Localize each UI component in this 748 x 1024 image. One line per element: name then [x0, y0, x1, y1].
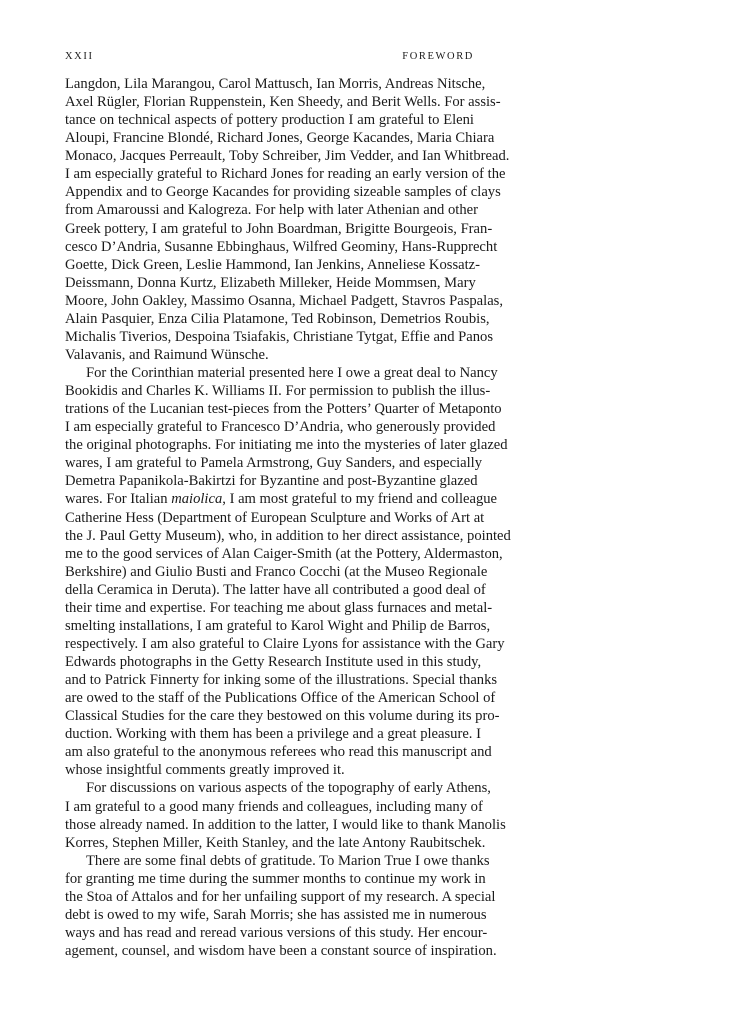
text-line: for granting me time during the summer months to continue my work in [65, 870, 486, 887]
text-line: those already named. In addition to the latter, I would like to thank Manolis [65, 816, 506, 833]
text-line: Axel Rügler, Florian Ruppenstein, Ken Sheedy, and Berit Wells. For assis- [65, 94, 501, 111]
text-line: the Stoa of Attalos and for her unfailing support of my research. A special [65, 888, 496, 905]
text-line: ways and has read and reread various versions of this study. Her encour- [65, 924, 488, 941]
text-line: trations of the Lucanian test-pieces from the Potters’ Quarter of Metaponto [65, 401, 502, 418]
text-line: are owed to the staff of the Publications Office of the American School of [65, 690, 496, 707]
text-line: Valavanis, and Raimund Wünsche. [65, 346, 269, 363]
text-line: I am especially grateful to Richard Jones for reading an early version of the [65, 166, 506, 183]
text-line: Moore, John Oakley, Massimo Osanna, Michael Padgett, Stavros Paspalas, [65, 292, 504, 309]
text-line: Edwards photographs in the Getty Research Institute used in this study, [65, 654, 482, 670]
text-line: smelting installations, I am grateful to Karol Wight and Philip de Barros, [65, 617, 491, 634]
text-line: Catherine Hess (Department of European Sculpture and Works of Art at [65, 509, 485, 526]
text-line: am also grateful to the anonymous referees who read this manuscript and [65, 744, 492, 761]
paragraph [65, 364, 511, 779]
text-line: For the Corinthian material presented here I owe a great deal to Nancy [86, 365, 498, 381]
text-line: Langdon, Lila Marangou, Carol Mattusch, Ian Morris, Andreas Nitsche, [65, 76, 486, 92]
text-line: wares, I am grateful to Pamela Armstrong, Guy Sanders, and especially [65, 455, 483, 472]
text-line: Korres, Stephen Miller, Keith Stanley, and the late Antony Raubitschek. [65, 834, 486, 851]
text-line: debt is owed to my wife, Sarah Morris; she has assisted me in numerous [65, 906, 487, 923]
text-line: Appendix and to George Kacandes for providing sizeable samples of clays [65, 184, 501, 201]
paragraph [65, 852, 497, 960]
running-head [65, 49, 474, 63]
text-line: the original photographs. For initiating me into the mysteries of later glazed [65, 437, 508, 454]
body-text [65, 75, 511, 960]
text-line: tance on technical aspects of pottery production I am grateful to Eleni [65, 112, 474, 129]
text-line: and to Patrick Finnerty for inking some of the illustrations. Special thanks [65, 672, 498, 689]
text-line: della Ceramica in Deruta). The latter have all contributed a good deal of [65, 581, 486, 598]
text-line: I am especially grateful to Francesco D’Andria, who generously provided [65, 419, 496, 436]
text-line: Alain Pasquier, Enza Cilia Platamone, Ted Robinson, Demetrios Roubis, [65, 310, 490, 327]
text-line: wares. For Italian maiolica, I am most grateful to my friend and colleague [65, 491, 498, 508]
text-line: Aloupi, Francine Blondé, Richard Jones, George Kacandes, Maria Chiara [65, 130, 495, 147]
text-line: from Amaroussi and Kalogreza. For help with later Athenian and other [65, 202, 478, 219]
text-line: whose insightful comments greatly improved it. [65, 762, 345, 779]
text-line: There are some final debts of gratitude. To Marion True I owe thanks [86, 852, 490, 869]
text-line: agement, counsel, and wisdom have been a constant source of inspiration. [65, 943, 497, 959]
paragraph [65, 779, 506, 851]
text-line: Greek pottery, I am grateful to John Boardman, Brigitte Bourgeois, Fran- [65, 220, 493, 237]
text-line: respectively. I am also grateful to Claire Lyons for assistance with the Gary [65, 635, 505, 652]
text-line: Michalis Tiverios, Despoina Tsiafakis, Christiane Tytgat, Effie and Panos [65, 328, 494, 345]
text-line: Classical Studies for the care they bestowed on this volume during its pro- [65, 708, 500, 725]
text-line: Bookidis and Charles K. Williams II. For permission to publish the illus- [65, 383, 491, 400]
page-number: XXII [65, 50, 94, 62]
text-line: Berkshire) and Giulio Busti and Franco Cocchi (at the Museo Regionale [65, 563, 488, 580]
text-line: their time and expertise. For teaching me about glass furnaces and metal- [65, 599, 493, 616]
text-line: Deissmann, Donna Kurtz, Elizabeth Milleker, Heide Mommsen, Mary [65, 274, 476, 291]
text-line: cesco D’Andria, Susanne Ebbinghaus, Wilfred Geominy, Hans-Rupprecht [65, 238, 498, 255]
text-line: I am grateful to a good many friends and colleagues, including many of [65, 798, 483, 815]
text-line: duction. Working with them has been a privilege and a great pleasure. I [65, 726, 481, 743]
text-line: Goette, Dick Green, Leslie Hammond, Ian Jenkins, Anneliese Kossatz- [65, 256, 480, 273]
text-line: For discussions on various aspects of the topography of early Athens, [86, 780, 491, 797]
text-line: Monaco, Jacques Perreault, Toby Schreiber, Jim Vedder, and Ian Whitbread. [65, 148, 510, 165]
text-line: me to the good services of Alan Caiger-Smith (at the Pottery, Aldermaston, [65, 545, 503, 562]
text-line: Demetra Papanikola-Bakirtzi for Byzantine and post-Byzantine glazed [65, 473, 478, 490]
section-title: FOREWORD [402, 50, 474, 62]
paragraph [65, 75, 510, 364]
text-line: the J. Paul Getty Museum), who, in addition to her direct assistance, pointed [65, 527, 511, 544]
